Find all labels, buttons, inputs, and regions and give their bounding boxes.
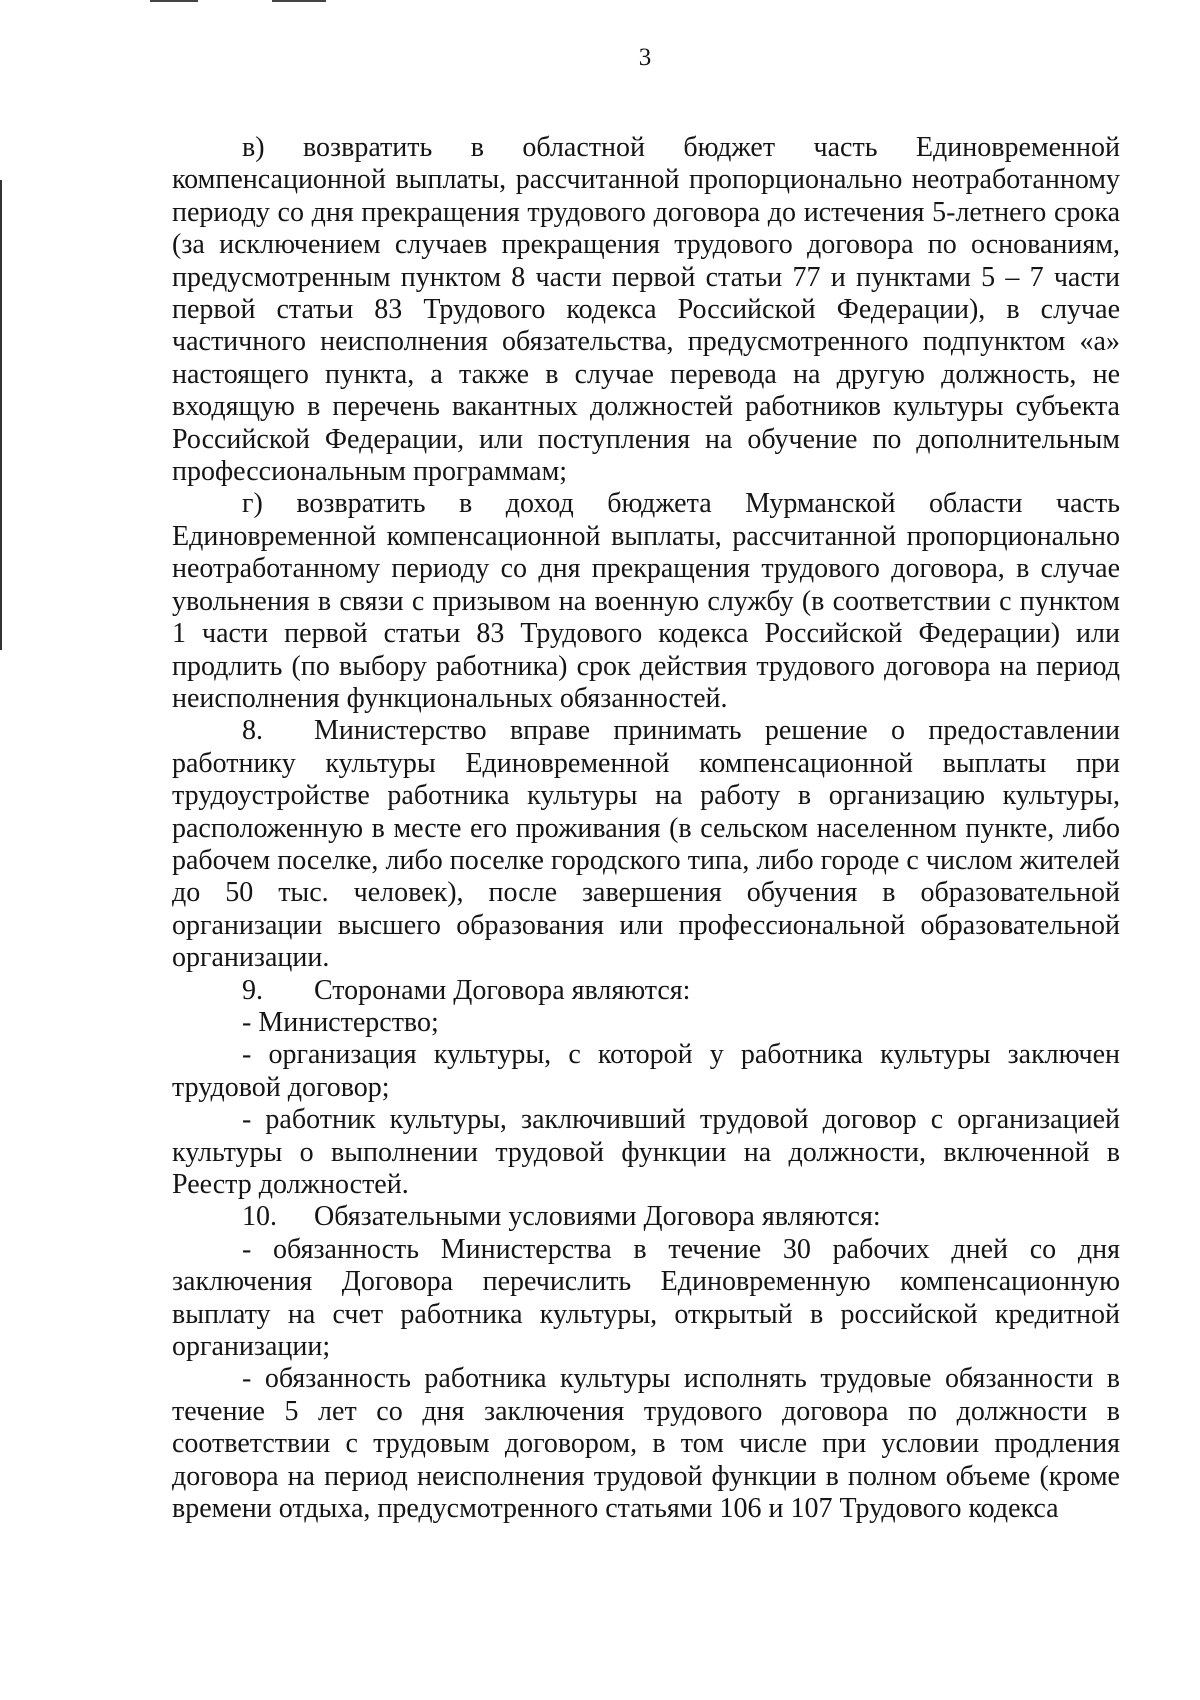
- list-item-worker-duty: [172, 1363, 1120, 1525]
- paragraph-text: Сторонами Договора являются:: [314, 974, 691, 1006]
- list-item-text: - обязанность Министерства в течение 30 рабочих дней со дня заключения Договора перечислить Единовременную компенсационную выплату на счет работника культуры, открытый в российской кредитной организации;: [172, 1233, 1120, 1363]
- list-item-organization: [172, 1039, 1120, 1104]
- list-item-text: - обязанность работника культуры исполнять трудовые обязанности в течение 5 лет со дня заключения трудового договора по должности в соответствии с трудовым договором, в том числе при условии продления договора на период неисполнения трудовой функции в полном объеме (кроме времени отдыха, предусмотренного статьями 106 и 107 Трудового кодекса: [172, 1363, 1120, 1525]
- scan-edge-shadow: [0, 180, 2, 650]
- paragraph-number: 8.: [242, 715, 263, 747]
- paragraph-text: г) возвратить в доход бюджета Мурманской области часть Единовременной компенсационной выплаты, рассчитанной пропорционально неотработанному периоду со дня прекращения трудового договора, в случае увольнения в связи с призывом на военную службу (в соответствии с пунктом 1 части первой статьи 83 Трудового кодекса Российской Федерации) или продлить (по выбору работника) срок действия трудового договора на период неисполнения функциональных обязанностей.: [172, 488, 1120, 714]
- paragraph-text: Обязательными условиями Договора являются:: [314, 1201, 881, 1233]
- paragraph-number: 9.: [242, 974, 263, 1006]
- paragraph-item-9: [172, 975, 1120, 1007]
- paragraph-item-g: [172, 488, 1120, 715]
- page-number: 3: [638, 44, 652, 71]
- scan-artifact-line: [272, 0, 326, 2]
- paragraph-text: Министерство вправе принимать решение о предоставлении работнику культуры Единовременной компенсационной выплаты при трудоустройстве работника культуры на работу в организацию культуры, расположенную в месте его проживания (в сельском населенном пункте, либо рабочем поселке, либо поселке городского типа, либо городе с числом жителей до 50 тыс. человек), после завершения обучения в образовательной организации высшего образования или профессиональной образовательной организации.: [172, 715, 1120, 974]
- list-item-ministry: [172, 1007, 1120, 1039]
- list-item-text: - Министерство;: [242, 1006, 439, 1038]
- list-item-worker: [172, 1104, 1120, 1201]
- paragraph-item-8: [172, 715, 1120, 974]
- document-body: [172, 132, 1120, 1525]
- list-item-text: - работник культуры, заключивший трудовой договор с организацией культуры о выполнении трудовой функции на должности, включенной в Реестр должностей.: [172, 1104, 1120, 1200]
- paragraph-item-10: [172, 1201, 1120, 1233]
- paragraph-item-v: [172, 132, 1120, 488]
- paragraph-number: 10.: [242, 1201, 277, 1233]
- list-item-text: - организация культуры, с которой у работника культуры заключен трудовой договор;: [172, 1039, 1120, 1103]
- list-item-ministry-duty: [172, 1234, 1120, 1364]
- paragraph-text: в) возвратить в областной бюджет часть Единовременной компенсационной выплаты, рассчитанной пропорционально неотработанному периоду со дня прекращения трудового договора до истечения 5-летнего срока (за исключением случаев прекращения трудового договора по основаниям, предусмотренным пунктом 8 части первой статьи 77 и пунктами 5 – 7 части первой статьи 83 Трудового кодекса Российской Федерации), в случае частичного неисполнения обязательства, предусмотренного подпунктом «а» настоящего пункта, а также в случае перевода на другую должность, не входящую в перечень вакантных должностей работников культуры субъекта Российской Федерации, или поступления на обучение по дополнительным профессиональным программам;: [172, 132, 1120, 488]
- scan-artifact-line: [150, 0, 198, 2]
